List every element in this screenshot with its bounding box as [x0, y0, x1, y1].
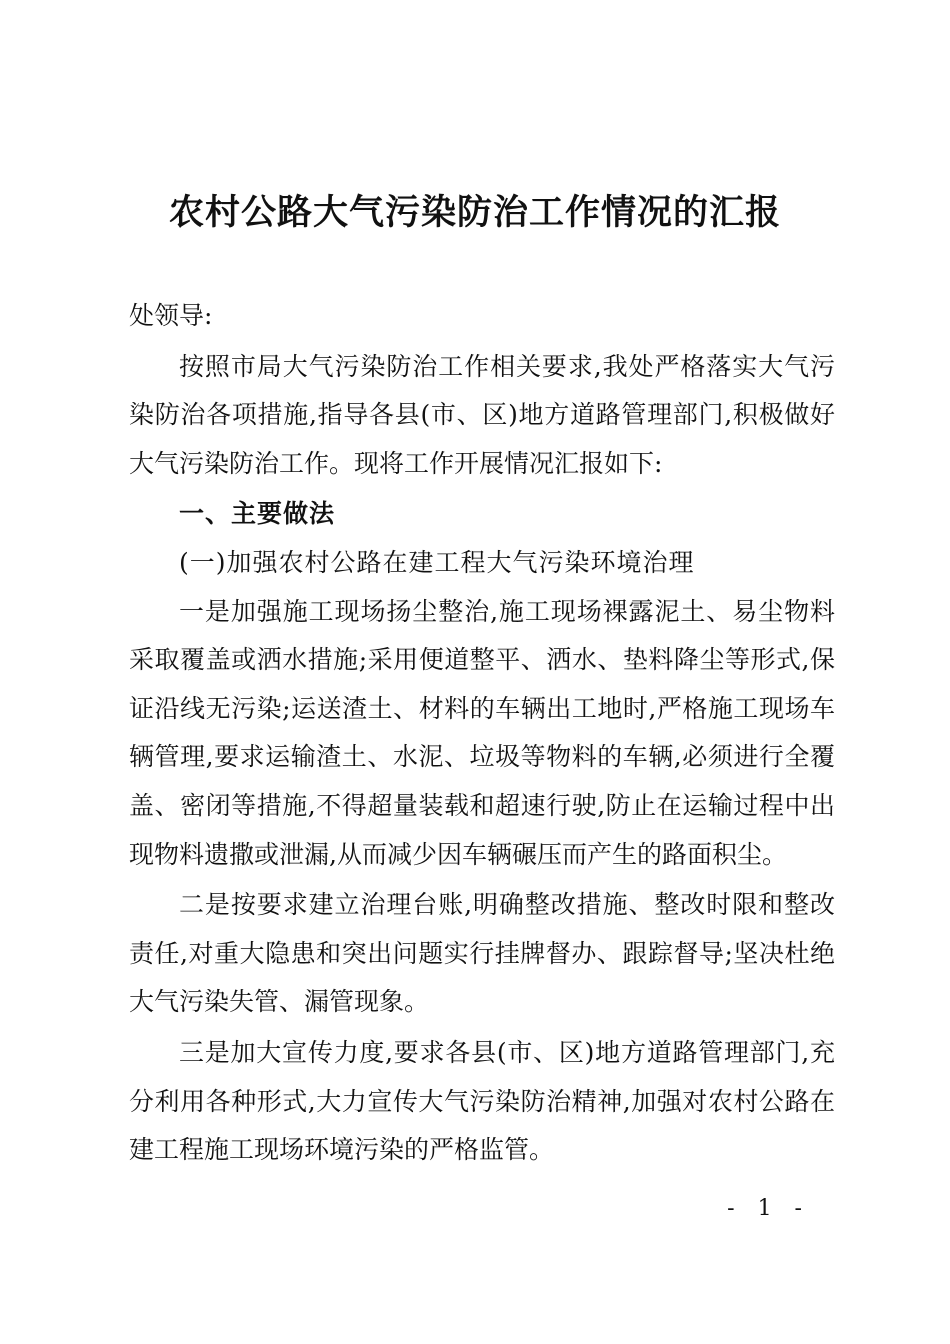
- paragraph-one: 一是加强施工现场扬尘整治,施工现场裸露泥土、易尘物料采取覆盖或洒水措施;采用便道整平、洒水、垫料降尘等形式,保证沿线无污染;运送渣土、材料的车辆出工地时,严格施工现场车辆管理,要求运输渣土、水泥、垃圾等物料的车辆,必须进行全覆盖、密闭等措施,不得超量装载和超速行驶,防止在运输过程中出现物料遗撒或泄漏,从而减少因车辆碾压而产生的路面积尘。: [129, 596, 835, 869]
- section-heading: 一、主要做法: [179, 499, 336, 529]
- salutation: 处领导:: [129, 301, 213, 330]
- paragraph-two: 二是按要求建立治理台账,明确整改措施、整改时限和整改责任,对重大隐患和突出问题实行挂牌督办、跟踪督导;坚决杜绝大气污染失管、漏管现象。: [129, 890, 835, 1017]
- subsection-heading: (一)加强农村公路在建工程大气污染环境治理: [179, 547, 695, 577]
- document-body: [129, 292, 835, 1175]
- page-number: - 1 -: [727, 1196, 810, 1221]
- paragraph-three: 三是加大宣传力度,要求各县(市、区)地方道路管理部门,充分利用各种形式,大力宣传大气污染防治精神,加强对农村公路在建工程施工现场环境污染的严格监管。: [129, 1037, 835, 1165]
- document-title: 农村公路大气污染防治工作情况的汇报: [168, 192, 781, 233]
- intro-paragraph: 按照市局大气污染防治工作相关要求,我处严格落实大气污染防治各项措施,指导各县(市、区)地方道路管理部门,积极做好大气污染防治工作。现将工作开展情况汇报如下:: [129, 351, 835, 478]
